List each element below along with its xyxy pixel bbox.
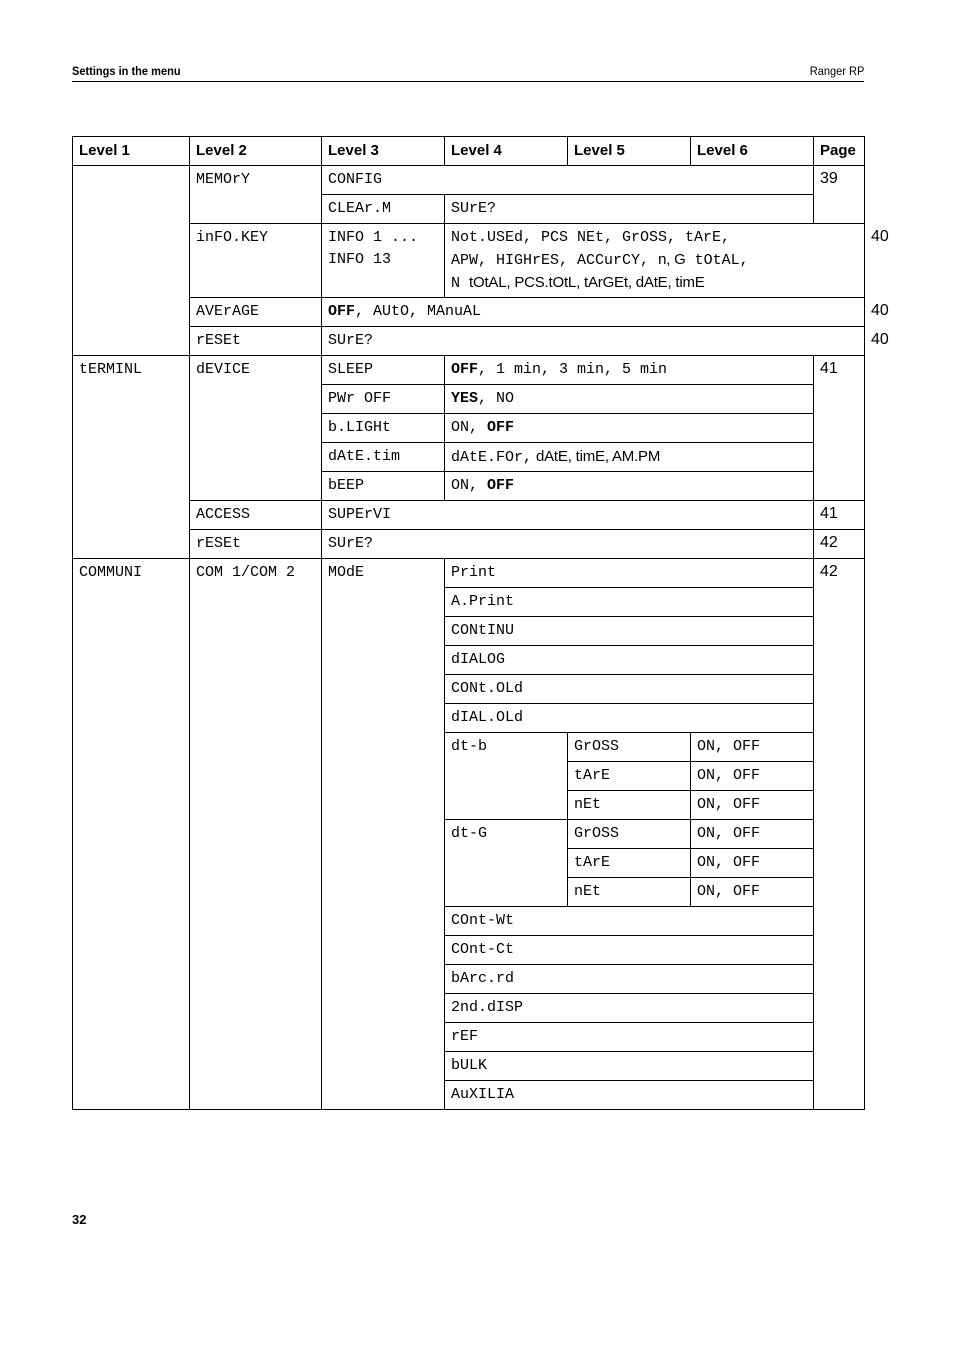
mode-option: bULK	[445, 1052, 814, 1081]
dt-g-item-value: ON, OFF	[691, 820, 814, 849]
page-ref-terminal-reset: 42	[814, 530, 865, 559]
table-row	[73, 166, 865, 195]
info-options-line-3b: tOtAL, PCS.tOtL, tArGEt, dAtE, timE	[469, 274, 705, 291]
running-header-section: Settings in the menu	[72, 64, 181, 78]
table-row	[73, 501, 865, 530]
cell-beep-options	[445, 472, 814, 501]
header-level-4: Level 4	[445, 137, 568, 166]
cell-terminal: tERMINL	[73, 356, 190, 559]
info-options-line-1: Not.USEd, PCS NEt, GrOSS, tArE,	[451, 229, 731, 246]
mode-option: COnt-Wt	[445, 907, 814, 936]
beep-options: ON,	[451, 477, 488, 494]
cell-sleep-options	[445, 356, 814, 385]
sleep-default: OFF	[451, 361, 479, 378]
mode-dt-b: dt-b	[445, 733, 568, 820]
table-row: rESEt SUrE? 40	[73, 327, 865, 356]
header-level-2: Level 2	[190, 137, 322, 166]
mode-option: CONtINU	[445, 617, 814, 646]
running-header-product: Ranger RP	[809, 64, 864, 78]
mode-option: dIAL.OLd	[445, 704, 814, 733]
cell-info-key: inFO.KEY	[190, 224, 322, 298]
cell-com-port: COM 1/COM 2	[190, 559, 322, 1110]
dt-b-item-name: GrOSS	[568, 733, 691, 762]
cell-reset: rESEt	[190, 327, 322, 356]
page-ref-access: 41	[814, 501, 865, 530]
info-options-line-2-tail: n, G	[658, 251, 686, 268]
mode-option: bArc.rd	[445, 965, 814, 994]
dt-b-item-value: ON, OFF	[691, 733, 814, 762]
cell-clear-sure: SUrE?	[445, 195, 814, 224]
power-off-default: YES	[451, 390, 479, 407]
page-ref-device: 41	[814, 356, 865, 501]
date-format-option: dAtE.FOr,	[451, 449, 533, 466]
header-divider	[72, 81, 864, 82]
dt-g-item-name: GrOSS	[568, 820, 691, 849]
cell-device: dEVICE	[190, 356, 322, 501]
cell-average-options	[322, 298, 865, 327]
mode-option: CONt.OLd	[445, 675, 814, 704]
header-level-1: Level 1	[73, 137, 190, 166]
cell-sleep: SLEEP	[322, 356, 445, 385]
cell-access: ACCESS	[190, 501, 322, 530]
info-options-line-3a: N	[451, 275, 461, 292]
beep-default: OFF	[487, 477, 515, 494]
table-row	[73, 530, 865, 559]
date-time-options: dAtE, timE, AM.PM	[532, 448, 661, 465]
header-level-5: Level 5	[568, 137, 691, 166]
dt-g-item-name: nEt	[568, 878, 691, 907]
table-row	[73, 356, 865, 385]
cell-power-off: PWr OFF	[322, 385, 445, 414]
table-row: AVErAGE OFF, AUtO, MAnuAL 40	[73, 298, 865, 327]
mode-option: COnt-Ct	[445, 936, 814, 965]
table-row	[73, 559, 865, 588]
cell-supervisor: SUPErVI	[322, 501, 814, 530]
cell-power-off-options	[445, 385, 814, 414]
page-ref-communi: 42	[814, 559, 865, 1110]
cell-backlight: b.LIGHt	[322, 414, 445, 443]
mode-option: 2nd.dISP	[445, 994, 814, 1023]
cell-date-time: dAtE.tim	[322, 443, 445, 472]
info-options-line-2: APW, HIGHrES, ACCurCY,	[451, 252, 650, 269]
cell-memory: MEMOrY	[190, 166, 322, 224]
dt-g-item-value: ON, OFF	[691, 878, 814, 907]
table-row: inFO.KEY INFO 1 ... INFO 13 Not.USEd, PCS NEt, GrOSS, tArE, APW, HIGHrES, ACCurCY, n, G tOtAL, N tOtAL, PCS.tOtL, tArGEt, dAtE, timE 40	[73, 224, 865, 298]
page-number: 32	[72, 1212, 87, 1227]
dt-b-item-name: nEt	[568, 791, 691, 820]
mode-option: AuXILIA	[445, 1081, 814, 1110]
cell-mode: MOdE	[322, 559, 445, 1110]
dt-g-item-value: ON, OFF	[691, 849, 814, 878]
table-header-row	[73, 137, 865, 166]
mode-option: rEF	[445, 1023, 814, 1052]
cell-clear-memory: CLEAr.M	[322, 195, 445, 224]
page-ref-memory: 39	[814, 166, 865, 224]
average-default: OFF	[328, 303, 356, 320]
cell-communi: COMMUNI	[73, 559, 190, 1110]
cell-info-options	[445, 224, 865, 298]
cell-backlight-options	[445, 414, 814, 443]
backlight-default: OFF	[487, 419, 515, 436]
sleep-options: , 1 min, 3 min, 5 min	[478, 361, 668, 378]
info-range-start: INFO 1 ...	[328, 229, 419, 246]
power-off-options: , NO	[478, 390, 515, 407]
info-range-end: INFO 13	[328, 251, 392, 268]
mode-print-default: Print	[445, 559, 814, 588]
dt-b-item-value: ON, OFF	[691, 791, 814, 820]
cell-info-range	[322, 224, 445, 298]
menu-settings-table	[72, 136, 889, 1110]
header-level-3: Level 3	[322, 137, 445, 166]
mode-dt-g: dt-G	[445, 820, 568, 907]
mode-option: dIALOG	[445, 646, 814, 675]
dt-b-item-name: tArE	[568, 762, 691, 791]
dt-g-item-name: tArE	[568, 849, 691, 878]
cell-beep: bEEP	[322, 472, 445, 501]
cell-reset-sure: SUrE?	[322, 327, 865, 356]
mode-option: A.Print	[445, 588, 814, 617]
dt-b-item-value: ON, OFF	[691, 762, 814, 791]
level1-blank-cell	[73, 166, 190, 356]
cell-terminal-reset: rESEt	[190, 530, 322, 559]
average-options: , AUtO, MAnuAL	[355, 303, 482, 320]
cell-config: CONFIG	[322, 166, 814, 195]
cell-average: AVErAGE	[190, 298, 322, 327]
info-options-line-2-end: tOtAL,	[694, 252, 749, 269]
header-page: Page	[814, 137, 865, 166]
backlight-options: ON,	[451, 419, 488, 436]
header-level-6: Level 6	[691, 137, 814, 166]
cell-terminal-reset-sure: SUrE?	[322, 530, 814, 559]
cell-date-time-options	[445, 443, 814, 472]
